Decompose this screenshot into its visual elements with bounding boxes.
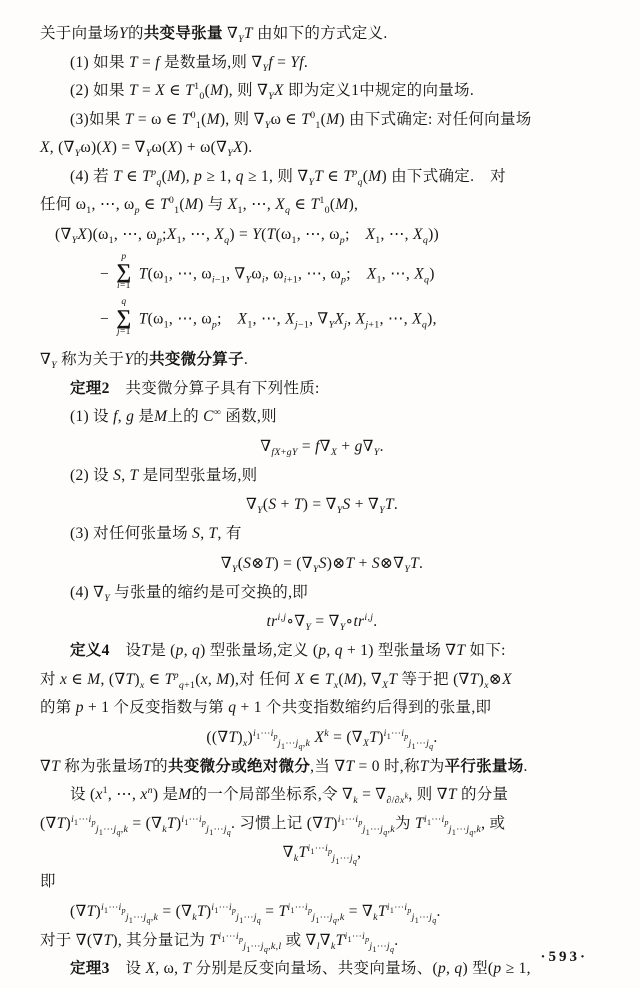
formula-line: − q ∑ j=1 $T(\omega_1$, ⋯, $\omega_p$; $X_1$, ⋯, $X_{j-1}$, $\nabla_YX_j$, $X_{j+1}$, ⋯, $X_q$), [100,297,437,338]
doc-text-line: 定义4 设T是 (p, q) 型张量场,定义 (p, q + 1) 型张量场 ∇T 如下: [70,642,506,660]
doc-text-line: $(\nabla T)^{i_1\cdots i_p}_{j_1\cdots j_q,k} = (\nabla_kT)^{i_1\cdots i_p}_{j_1\cdots j_q}$. 习惯上记 $(\nabla T)^{i_1\cdots i_p}_{j_1\cdots j_q,k}$为 $T^{i_1\cdots i_p}_{j_1\cdots j_q,k}$, 或 [40,813,506,837]
doc-text-line: 关于向量场Y的共变导张量 $\nabla_YT$ 由如下的方式定义. [40,25,388,46]
doc-text-line: $\nabla_Y$ 称为关于Y的共变微分算子. [40,351,249,372]
doc-text-line: 即 [40,873,56,891]
doc-text-line: (2) 如果 T = X ∈ $T^1_0(M)$, 则 $\nabla_YX$ 即为定义1中规定的向量场. [70,80,475,103]
formula-line: − p ∑ i=1 $T(\omega_1$, ⋯, $\omega_{i-1}$, $\nabla_Y\omega_i$, $\omega_{i+1}$, ⋯, $\omega_p$; $X_1$, ⋯, $X_q$) [100,251,435,292]
doc-text-line: X, $(\nabla_Y\omega)(X) = \nabla_Y\omega(X) + \omega(\nabla_YX)$. [40,139,253,160]
doc-text-line: (1) 设 f, g 是M上的 C∞ 函数,则 [70,407,277,426]
doc-text-line: (2) 设 S, T 是同型张量场,则 [70,466,258,484]
doc-text-line: ∇T 称为张量场T的共变微分或绝对微分,当 ∇T = 0 时,称T为平行张量场. [40,757,528,775]
document-body [40,20,604,984]
summation-sigma: q ∑ j=1 [116,297,132,338]
formula-line: $((\nabla T)_x)^{i_1\cdots i_p}_{j_1\cdots j_q,k}$ $X^k = (\nabla_XT)^{i_1\cdots i_p}_{j_1\cdots j_q}$. [206,727,438,751]
summation-sigma: p ∑ i=1 [116,251,132,292]
page-number: ·593· [540,949,588,965]
doc-text-line: (3) 对任何张量场 S, T, 有 [70,525,242,543]
doc-text-line: 设 ($x^1$, ⋯, $x^n$) 是M的一个局部坐标系,令 $\nabla_k = \nabla_{\partial/\partial x^k}$, 则 ∇T 的分量 [70,785,509,807]
doc-text-line: (4) $\nabla_Y$ 与张量的缩约是可交换的,即 [70,583,309,604]
doc-text-line: (4) 若 T ∈ $T^p_q(M)$, p ≥ 1, q ≥ 1, 则 $\nabla_YT$ ∈ $T^p_q(M)$ 由下式确定. 对 [70,166,506,188]
doc-text-line: 对 x ∈ M, $(\nabla T)_x$ ∈ $T^p_{q+1}(x$, M),对 任何 X ∈ $T_x(M)$, $\nabla_XT$ 等于把 $(\nabla T)_x\otimes X$ [40,669,512,691]
doc-text-line: 任何 $\omega_1$, ⋯, $\omega_p$ ∈ $T^0_1(M)$ 与 $X_1$, ⋯, $X_q$ ∈ $T^1_0(M)$, [40,194,359,217]
formula-line: $\nabla_{fX+gY} = f\nabla_X + g\nabla_Y$. [260,437,384,458]
formula-line: $(\nabla_YX)(\omega_1$, ⋯, $\omega_p;X_1$, ⋯, $X_q) = Y(T(\omega_1$, ⋯, $\omega_p$; $X_1$, ⋯, $X_q$)) [55,225,440,246]
formula-line: $\nabla_Y(S\otimes T)$ = $(\nabla_YS)\otimes T$ + $S\otimes\nabla_YT$. [220,554,424,575]
formula-line: $(\nabla T)^{i_1\cdots i_p}_{j_1\cdots j_q,k} = (\nabla_kT)^{i_1\cdots i_p}_{j_1\cdots j_q} = T^{i_1\cdots i_p}_{j_1\cdots j_q,k} = \nabla_kT^{i_1\cdots i_p}_{j_1\cdots j_q}$. [70,901,441,925]
formula-line: $\nabla_Y(S + T) = \nabla_YS + \nabla_YT$. [245,496,399,517]
formula-line: $\nabla_kT^{i_1\cdots i_p}_{j_1\cdots j_q}$, [282,843,362,867]
doc-text-line: (1) 如果 T = f 是数量场,则 $\nabla_Yf = Yf$. [70,53,309,74]
formula-line: $tr^{i,j}\circ\nabla_Y$ = $\nabla_Y\circ tr^{i,j}$. [266,612,378,634]
doc-text-line: 定理2 共变微分算子具有下列性质: [70,379,320,397]
doc-text-line: 的第 p + 1 个反变指数与第 q + 1 个共变指数缩约后得到的张量,即 [40,699,492,717]
doc-text-line: 对于 ∇(∇T), 其分量记为 $T^{i_1\cdots i_p}_{j_1\cdots j_q,k,l}$ 或 $\nabla_l\nabla_kT^{i_1\cdots i_p}_{j_1\cdots j_q}$. [40,930,399,954]
doc-text-line: 定理3 设 X, ω, T 分别是反变向量场、共变向量场、(p, q) 型(p ≥ 1, [70,960,531,978]
doc-text-line: (3)如果 T = ω ∈ $T^0_1(M)$, 则 $\nabla_Y\omega$ ∈ $T^0_1(M)$ 由下式确定: 对任何向量场 [70,109,532,131]
